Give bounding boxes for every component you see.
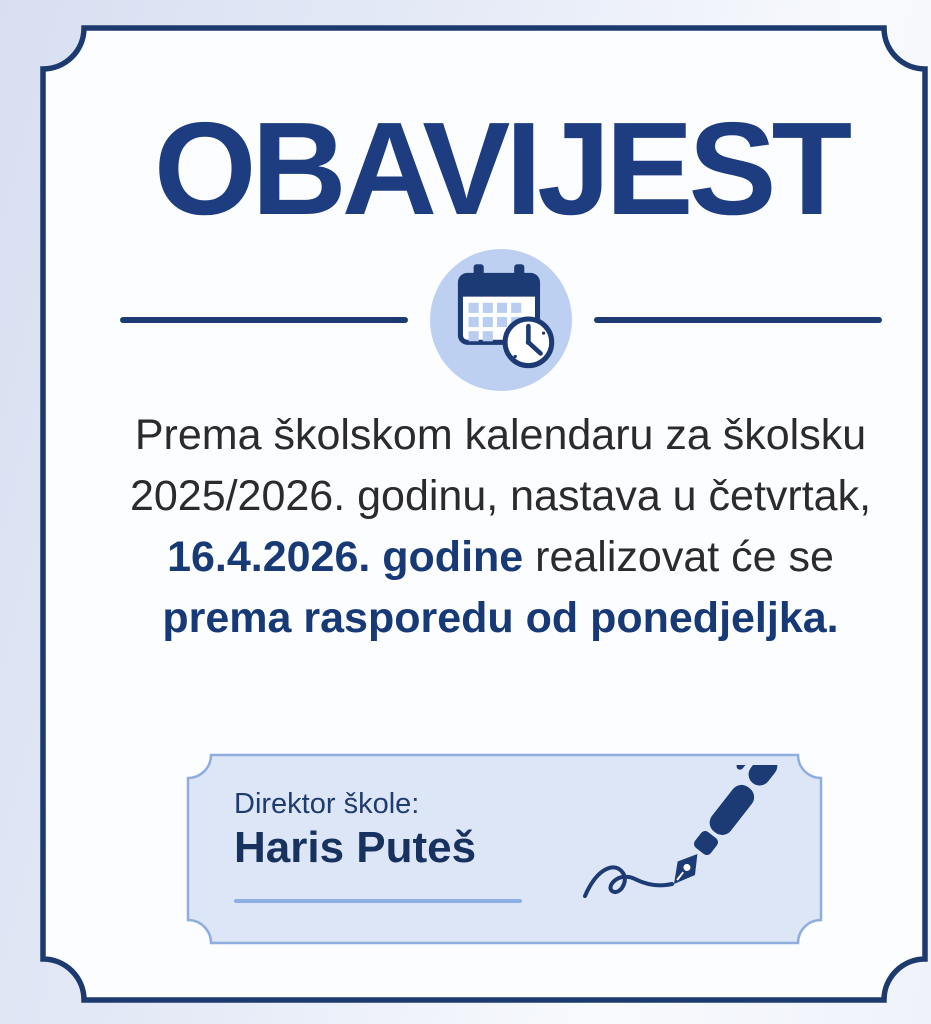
fountain-pen-signature-icon bbox=[573, 765, 783, 920]
body-line-4: prema rasporedu od ponedjeljka. bbox=[162, 594, 839, 642]
poster-title: OBAVIJEST bbox=[153, 95, 848, 242]
signature-line bbox=[234, 899, 522, 903]
title-divider bbox=[70, 248, 931, 392]
body-line-2: 2025/2026. godinu, nastava u četvrtak, bbox=[129, 472, 872, 520]
body-line-3: 16.4.2026. godine realizovat će se bbox=[167, 533, 834, 581]
body-line-1: Prema školskom kalendaru za školsku bbox=[134, 411, 867, 459]
divider-line-right bbox=[594, 317, 882, 323]
calendar-clock-icon bbox=[430, 249, 572, 391]
director-label: Direktor škole: bbox=[234, 788, 420, 820]
notice-text bbox=[70, 405, 931, 649]
divider-line-left bbox=[120, 317, 408, 323]
signature-box bbox=[188, 755, 821, 943]
director-name: Haris Puteš bbox=[234, 823, 477, 872]
